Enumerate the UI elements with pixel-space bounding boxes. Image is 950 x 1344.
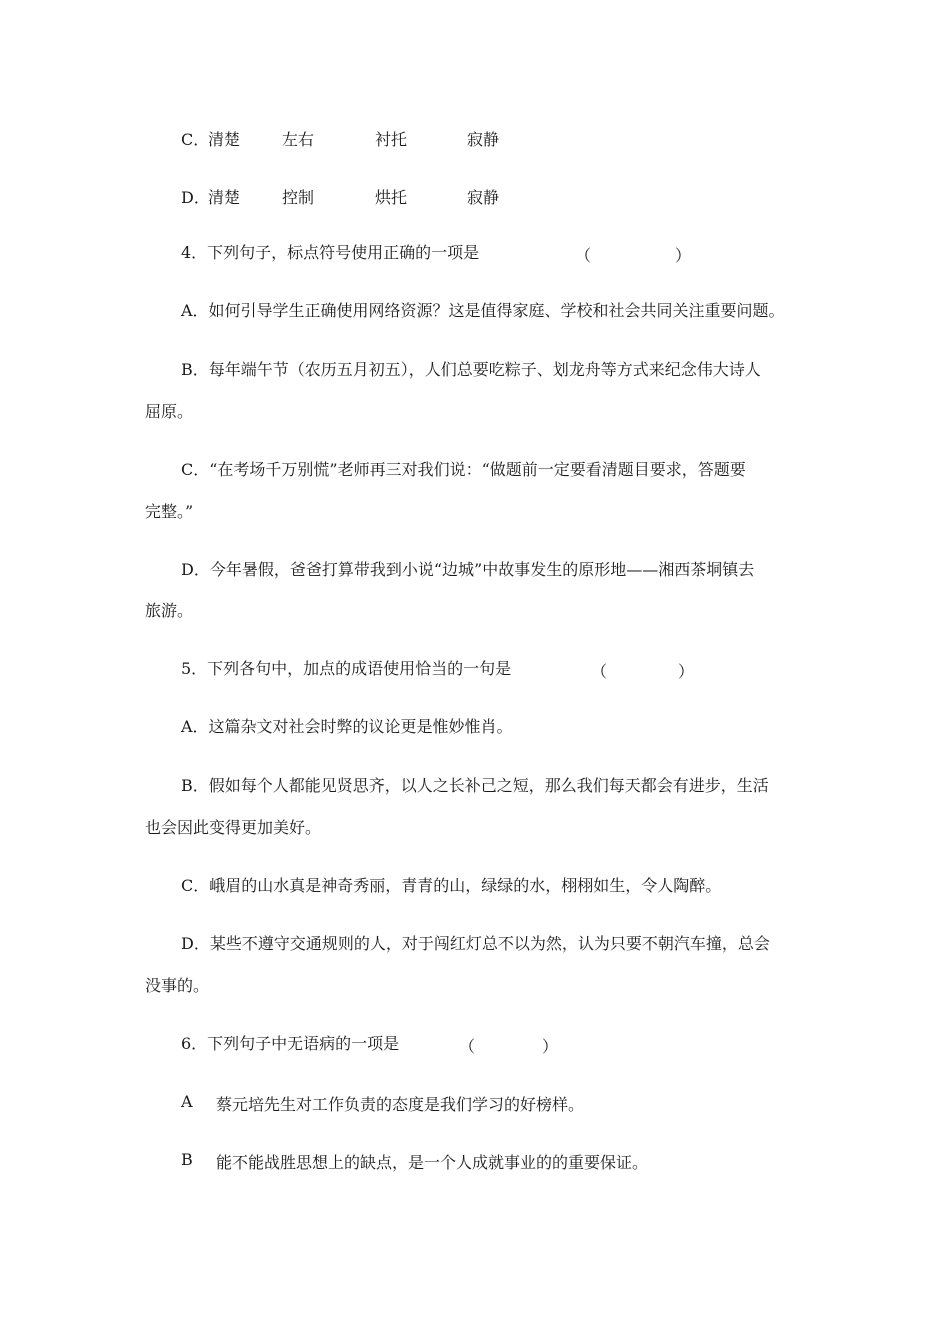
option-word: 衬托 [375, 130, 408, 149]
option-d-line2: 没事的。 [145, 976, 210, 995]
option-c-line1: C．“在考场千万别慌”老师再三对我们说：“做题前一定要看清题目要求，答题要 [181, 460, 746, 479]
answer-paren-close: ） [675, 246, 692, 265]
option-b-line1: B．假如每个人都能见贤思齐，以人之长补己之短，那么我们每天都会有进步，生活 [181, 776, 769, 795]
option-d-line2: 旅游。 [145, 601, 194, 620]
option-word: 寂静 [467, 130, 500, 149]
option-b-line2: 也会因此变得更加美好。 [145, 818, 322, 837]
option-a: A．这篇杂文对社会时弊的议论更是惟妙惟肖。 [181, 717, 513, 736]
option-word: 清楚 [208, 188, 241, 207]
option-word: 控制 [282, 188, 315, 207]
option-word: 左右 [282, 130, 315, 149]
option-a-label: A [181, 1092, 193, 1111]
question-stem: 4．下列句子，标点符号使用正确的一项是 [181, 243, 480, 262]
answer-paren-close: ） [542, 1037, 559, 1056]
option-d-line1: D．今年暑假，爸爸打算带我到小说“边城”中故事发生的原形地——湘西茶垌镇去 [181, 560, 755, 579]
option-label: C． [181, 130, 210, 149]
option-b-label: B [181, 1150, 193, 1169]
option-b-line2: 屈原。 [145, 402, 194, 421]
option-label: D． [181, 188, 210, 207]
option-a: A．如何引导学生正确使用网络资源？这是值得家庭、学校和社会共同关注重要问题。 [181, 301, 785, 320]
question-stem: 6．下列句子中无语病的一项是 [181, 1034, 400, 1053]
answer-paren-open: （ [591, 662, 608, 681]
option-word: 烘托 [375, 188, 408, 207]
option-d-line1: D．某些不遵守交通规则的人，对于闯红灯总不以为然，认为只要不朝汽车撞，总会 [181, 934, 770, 953]
answer-paren-open: （ [459, 1037, 476, 1056]
option-word: 清楚 [208, 130, 241, 149]
option-b-line1: B．每年端午节（农历五月初五），人们总要吃粽子、划龙舟等方式来纪念伟大诗人 [181, 360, 761, 379]
answer-paren-close: ） [678, 662, 695, 681]
option-word: 寂静 [467, 188, 500, 207]
question-stem: 5．下列各句中，加点的成语使用恰当的一句是 [181, 659, 512, 678]
option-b-text: 能不能战胜思想上的缺点，是一个人成就事业的的重要保证。 [216, 1153, 649, 1172]
option-c-line2: 完整。” [145, 502, 194, 521]
option-a-text: 蔡元培先生对工作负责的态度是我们学习的好榜样。 [216, 1095, 585, 1114]
option-c: C．峨眉的山水真是神奇秀丽，青青的山，绿绿的水，栩栩如生，令人陶醉。 [181, 876, 722, 895]
answer-paren-open: （ [575, 246, 592, 265]
